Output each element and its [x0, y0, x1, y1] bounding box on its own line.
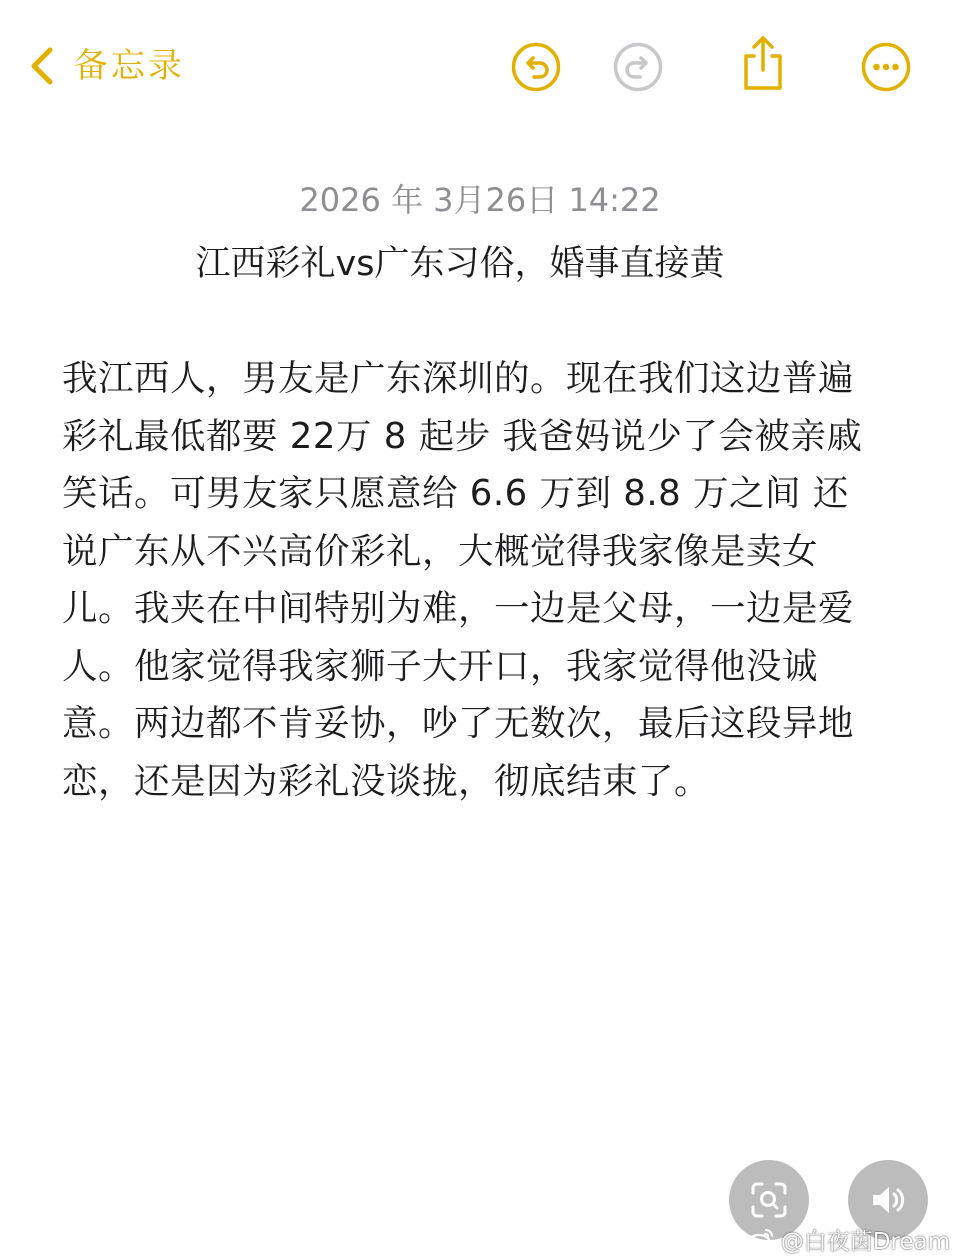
text-scan-icon	[749, 1180, 789, 1220]
note-body-line: 人。他家觉得我家狮子大开口，我家觉得他没诚	[62, 645, 819, 687]
share-icon	[737, 34, 789, 92]
watermark	[747, 1222, 950, 1256]
note-body-line: 我江西人，男友是广东深圳的。现在我们这边普遍	[62, 358, 855, 399]
note-body-line: 意。两边都不肯妥协，吵了无数次，最后这段异地	[62, 703, 855, 744]
back-label: 备忘录	[74, 46, 185, 86]
more-button[interactable]	[860, 41, 912, 93]
chevron-left-icon	[26, 46, 56, 86]
note-date: 2026 年 3月26日 14:22	[299, 181, 661, 219]
back-button[interactable]	[26, 40, 185, 92]
more-icon	[860, 41, 912, 93]
redo-icon	[612, 41, 664, 93]
note-body-line: 恋，还是因为彩礼没谈拢，彻底结束了。	[62, 760, 711, 802]
undo-button[interactable]	[510, 41, 562, 93]
note-body-line: 彩礼最低都要 22万 8 起步 我爸妈说少了会被亲戚	[62, 415, 863, 457]
note-body-line: 笑话。可男友家只愿意给 6.6 万到 8.8 万之间 还	[62, 473, 849, 514]
weibo-logo-icon	[747, 1227, 775, 1251]
redo-button[interactable]	[612, 41, 664, 93]
undo-icon	[510, 41, 562, 93]
note-body-line: 儿。我夹在中间特别为难，一边是父母，一边是爱	[62, 588, 855, 629]
note-body[interactable]	[62, 350, 900, 810]
watermark-text: @白夜茵Dream	[780, 1228, 950, 1255]
note-title[interactable]: 江西彩礼vs广东习俗，婚事直接黄	[195, 244, 725, 284]
speaker-icon	[868, 1180, 908, 1220]
share-button[interactable]	[737, 34, 789, 92]
note-body-line: 说广东从不兴高价彩礼，大概觉得我家像是卖女	[62, 530, 819, 572]
